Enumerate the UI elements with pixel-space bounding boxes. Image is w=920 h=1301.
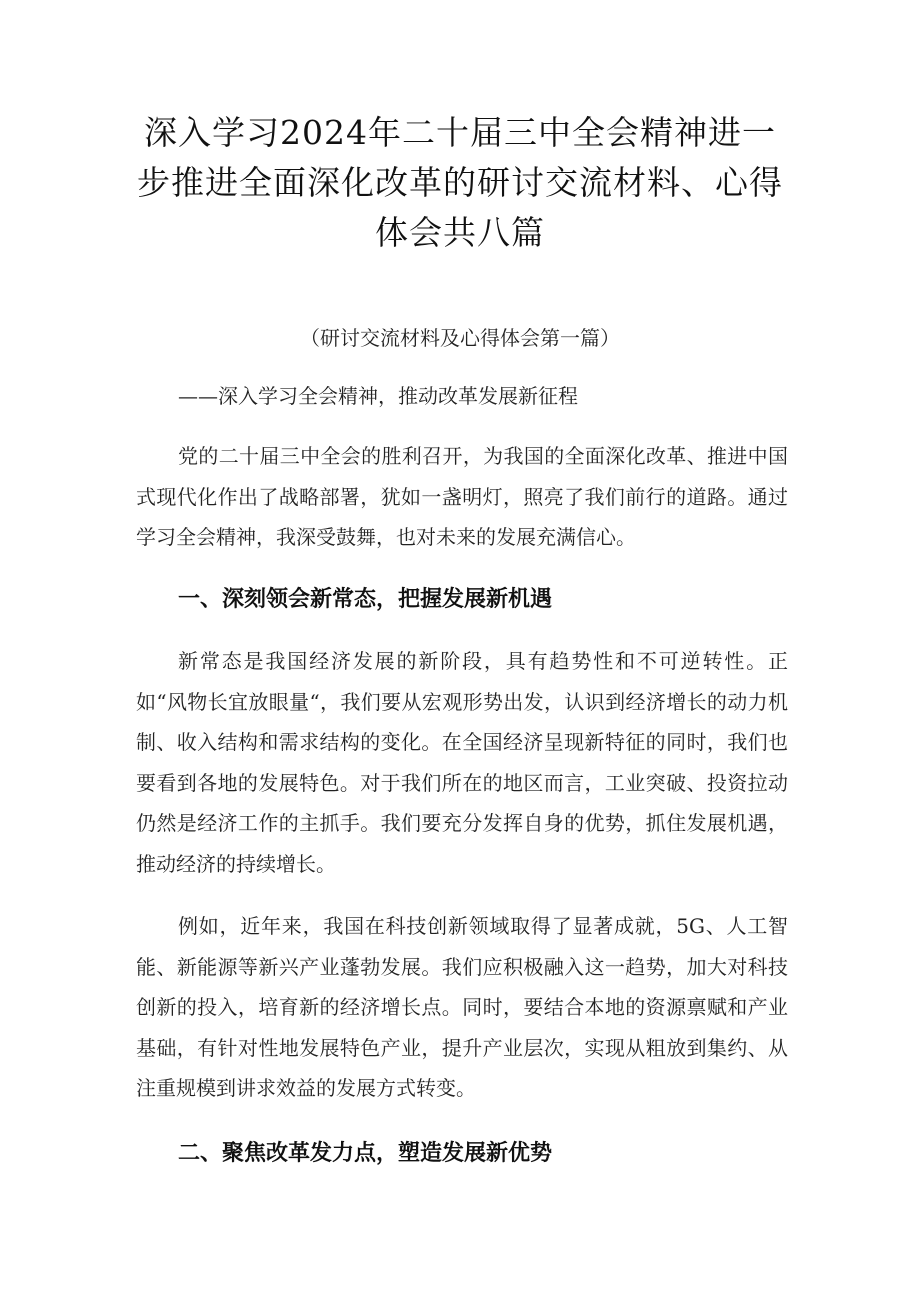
intro-paragraph: 党的二十届三中全会的胜利召开，为我国的全面深化改革、推进中国式现代化作出了战略部署，犹如一盏明灯，照亮了我们前行的道路。通过学习全会精神，我深受鼓舞，也对未来的发展充满信心。 [136,444,788,549]
body-paragraph-2: 新常态是我国经济发展的新阶段，具有趋势性和不可逆转性。正如“风物长宜放眼量“，我们要从宏观形势出发，认识到经济增长的动力机制、收入结构和需求结构的变化。在全国经济呈现新特征的同时，我们也要看到各地的发展特色。对于我们所在的地区而言，工业突破、投资拉动仍然是经济工作的主抓手。我们要充分发挥自身的优势，抓住发展机遇，推动经济的持续增长。 [136,649,788,876]
document-title: 深入学习2024年二十届三中全会精神进一步推进全面深化改革的研讨交流材料、心得体会共八篇 [137,113,783,252]
document-tagline: ——深入学习全会精神，推动改革发展新征程 [178,384,578,408]
section-heading-1: 一、深刻领会新常态，把握发展新机遇 [178,587,553,612]
document-subtitle: （研讨交流材料及心得体会第一篇） [300,326,620,350]
section-heading-2: 二、聚焦改革发力点，塑造发展新优势 [178,1141,553,1166]
body-paragraph-3: 例如，近年来，我国在科技创新领域取得了显著成就，5G、人工智能、新能源等新兴产业蓬勃发展。我们应积极融入这一趋势，加大对科技创新的投入，培育新的经济增长点。同时，要结合本地的资源禀赋和产业基础，有针对性地发展特色产业，提升产业层次，实现从粗放到集约、从注重规模到讲求效益的发展方式转变。 [136,914,788,1100]
